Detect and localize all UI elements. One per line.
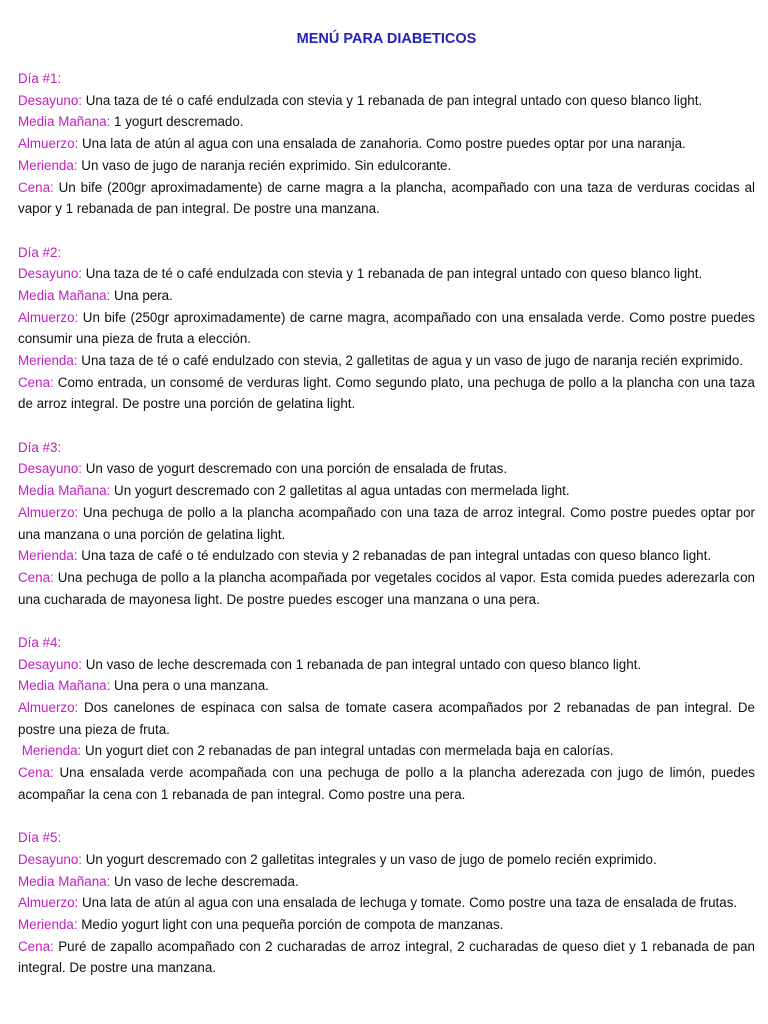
day-section-2 (18, 242, 755, 416)
meal-text: Un vaso de leche descremada con 1 rebanada de pan integral untado con queso blanco light. (82, 656, 642, 672)
meal-label: Media Mañana: (18, 287, 111, 303)
meal-text: Una pechuga de pollo a la plancha acompañado con una taza de arroz integral. Como postre puedes optar por una manzana o una porción de gelatina light. (18, 504, 755, 542)
meal-almuerzo (18, 697, 755, 740)
meal-text: Un yogurt descremado con 2 galletitas integrales y un vaso de jugo de pomelo recién exprimido. (82, 851, 657, 867)
meal-almuerzo (18, 892, 755, 914)
meal-label: Almuerzo: (18, 895, 79, 911)
meal-text: Dos canelones de espinaca con salsa de tomate casera acompañados por 2 rebanadas de pan integral. De postre una pieza de fruta. (18, 700, 755, 737)
meal-label: Media Mañana: (18, 114, 111, 130)
meal-label: Cena: (18, 569, 54, 585)
meal-label: Cena: (18, 765, 54, 781)
meal-text: Una taza de té o café endulzada con stevia y 1 rebanada de pan integral untado con queso blanco light. (82, 266, 703, 282)
meal-label: Desayuno: (18, 92, 83, 108)
meal-label: Almuerzo: (18, 504, 79, 520)
meal-text: Una lata de atún al agua con una ensalada de lechuga y tomate. Como postre una taza de ensalada de frutas. (78, 895, 738, 911)
day-label: Día #4: (18, 634, 62, 650)
meal-label: Media Mañana: (18, 483, 111, 499)
meal-media-manana (18, 675, 755, 697)
meal-text: Una taza de café o té endulzado con stevia y 2 rebanadas de pan integral untadas con queso blanco light. (77, 548, 712, 564)
meal-cena (18, 177, 755, 220)
meal-cena (18, 762, 755, 805)
meal-label: Media Mañana: (18, 873, 111, 889)
meal-merienda (18, 545, 755, 567)
meal-text: Una pera o una manzana. (110, 678, 269, 694)
meal-merienda (18, 350, 755, 372)
meal-desayuno (18, 849, 755, 871)
meal-label: Cena: (18, 374, 54, 390)
day-section-1 (18, 68, 755, 220)
meal-label: Almuerzo: (18, 309, 79, 325)
meal-cena (18, 567, 755, 610)
meal-label: Merienda: (18, 157, 78, 173)
meal-text: Una pechuga de pollo a la plancha acompañada por vegetales cocidos al vapor. Esta comida puedes aderezarla con una cucharada de mayonesa light. De postre puedes escoger una manzana o una pera. (18, 569, 755, 607)
meal-text: Una lata de atún al agua con una ensalada de zanahoria. Como postre puedes optar por una naranja. (78, 136, 686, 152)
meal-text: Medio yogurt light con una pequeña porción de compota de manzanas. (77, 916, 504, 932)
section-spacer (18, 220, 755, 242)
day-section-3 (18, 437, 755, 611)
day-label: Día #5: (18, 830, 62, 846)
meal-text: Una taza de té o café endulzado con stevia, 2 galletitas de agua y un vaso de jugo de naranja recién exprimido. (77, 353, 744, 369)
meal-text: Un vaso de jugo de naranja recién exprimido. Sin edulcorante. (77, 157, 452, 173)
meal-desayuno (18, 654, 755, 676)
meal-merienda (18, 914, 755, 936)
meal-label: Desayuno: (18, 461, 83, 477)
meal-text: Un yogurt diet con 2 rebanadas de pan integral untadas con mermelada baja en calorías. (81, 743, 614, 759)
day-label: Día #1: (18, 71, 62, 86)
meal-label: Media Mañana: (18, 678, 111, 694)
meal-label: Cena: (18, 179, 54, 195)
meal-cena (18, 372, 755, 415)
day-label: Día #2: (18, 244, 62, 260)
section-spacer (18, 610, 755, 632)
meal-text: Un vaso de leche descremada. (110, 873, 299, 889)
meal-label: Desayuno: (18, 851, 83, 867)
meal-media-manana (18, 871, 755, 893)
meal-desayuno (18, 90, 755, 112)
meal-almuerzo (18, 307, 755, 350)
meal-desayuno (18, 263, 755, 285)
meal-label: Almuerzo: (18, 700, 79, 716)
meal-label: Merienda: (18, 353, 78, 369)
meal-label: Desayuno: (18, 266, 83, 282)
meal-merienda (18, 740, 755, 762)
meal-label: Cena: (18, 938, 54, 954)
document-title: MENÚ PARA DIABETICOS (296, 31, 477, 47)
meal-text: Un yogurt descremado con 2 galletitas al agua untadas con mermelada light. (110, 483, 570, 499)
meal-label: Desayuno: (18, 656, 83, 672)
meal-label: Merienda: (18, 743, 82, 759)
meal-label: Merienda: (18, 916, 78, 932)
meal-cena (18, 936, 755, 979)
meal-media-manana (18, 480, 755, 502)
meal-text: Una ensalada verde acompañada con una pechuga de pollo a la plancha aderezada con jugo de limón, puedes acompañar la cena con 1 rebanada de pan integral. Como postre una pera. (18, 765, 755, 802)
day-section-4 (18, 632, 755, 806)
day-section-5 (18, 827, 755, 979)
meal-text: Un bife (200gr aproximadamente) de carne magra a la plancha, acompañado con una taza de verduras cocidas al vapor y 1 rebanada de pan integral. De postre una manzana. (18, 179, 755, 217)
meal-text: Un bife (250gr aproximadamente) de carne magra, acompañado con una ensalada verde. Como postre puedes consumir una pieza de fruta a elección. (18, 309, 755, 347)
section-spacer (18, 415, 755, 437)
day-label: Día #3: (18, 439, 62, 455)
meal-desayuno (18, 458, 755, 480)
meal-media-manana (18, 285, 755, 307)
meal-text: Como entrada, un consomé de verduras light. Como segundo plato, una pechuga de pollo a la plancha con una taza de arroz integral. De postre una porción de gelatina light. (18, 374, 755, 412)
meal-text: Una pera. (110, 287, 173, 303)
meal-text: 1 yogurt descremado. (110, 114, 244, 130)
meal-almuerzo (18, 502, 755, 545)
meal-text: Una taza de té o café endulzada con stevia y 1 rebanada de pan integral untado con queso blanco light. (82, 92, 703, 108)
section-spacer (18, 806, 755, 828)
meal-label: Almuerzo: (18, 136, 79, 152)
meal-almuerzo (18, 133, 755, 155)
meal-text: Puré de zapallo acompañado con 2 cucharadas de arroz integral, 2 cucharadas de queso diet y 1 rebanada de pan integral. De postre una manzana. (18, 938, 755, 976)
meal-text: Un vaso de yogurt descremado con una porción de ensalada de frutas. (82, 461, 508, 477)
meal-merienda (18, 155, 755, 177)
meal-label: Merienda: (18, 548, 78, 564)
meal-media-manana (18, 111, 755, 133)
